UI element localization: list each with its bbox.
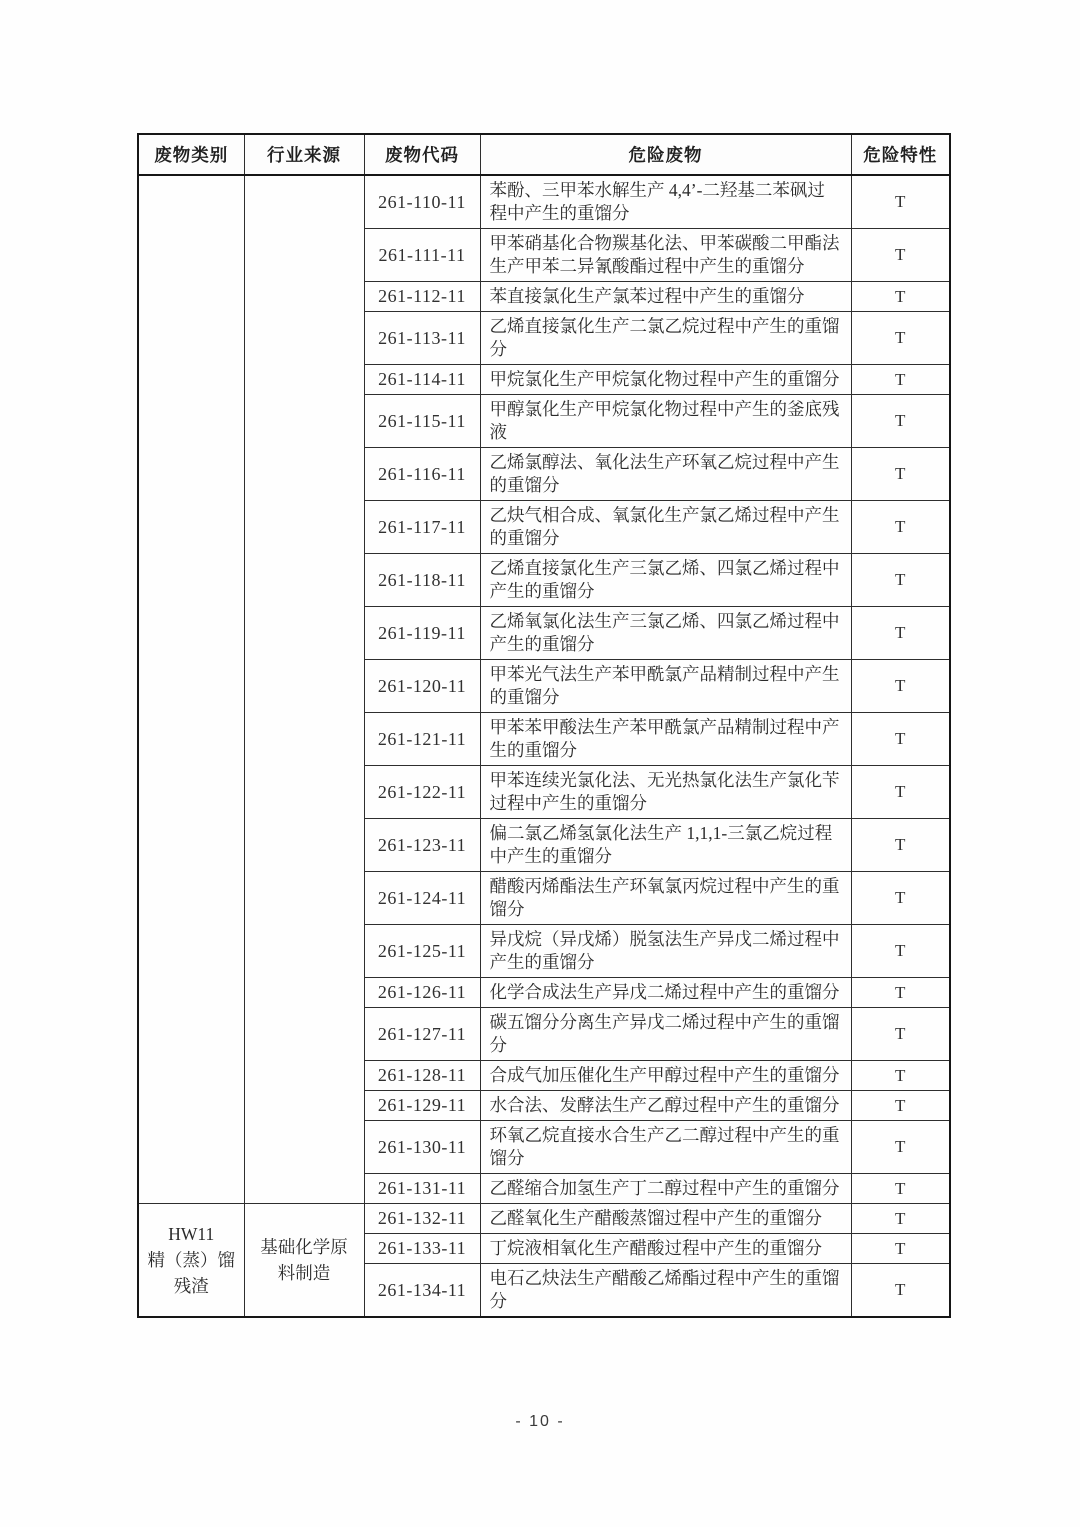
hazardous-waste-description-cell: 丁烷液相氧化生产醋酸过程中产生的重馏分: [480, 1234, 851, 1264]
hazard-characteristic-cell: T: [851, 872, 950, 925]
hazardous-waste-description-cell: 环氧乙烷直接水合生产乙二醇过程中产生的重馏分: [480, 1121, 851, 1174]
waste-code-cell: 261-113-11: [364, 312, 480, 365]
waste-code-cell: 261-122-11: [364, 766, 480, 819]
hazardous-waste-description-cell: 乙烯直接氯化生产二氯乙烷过程中产生的重馏分: [480, 312, 851, 365]
hazard-characteristic-cell: T: [851, 1061, 950, 1091]
hazard-characteristic-cell: T: [851, 229, 950, 282]
waste-code-cell: 261-133-11: [364, 1234, 480, 1264]
hazard-characteristic-cell: T: [851, 175, 950, 229]
hazard-characteristic-cell: T: [851, 660, 950, 713]
waste-code-cell: 261-112-11: [364, 282, 480, 312]
waste-code-cell: 261-117-11: [364, 501, 480, 554]
waste-code-cell: 261-119-11: [364, 607, 480, 660]
waste-code-cell: 261-127-11: [364, 1008, 480, 1061]
hazard-characteristic-cell: T: [851, 925, 950, 978]
hazardous-waste-description-cell: 甲醇氯化生产甲烷氯化物过程中产生的釜底残液: [480, 395, 851, 448]
waste-code-cell: 261-126-11: [364, 978, 480, 1008]
hazardous-waste-description-cell: 乙炔气相合成、氧氯化生产氯乙烯过程中产生的重馏分: [480, 501, 851, 554]
hazardous-waste-description-cell: 苯直接氯化生产氯苯过程中产生的重馏分: [480, 282, 851, 312]
waste-category-cell: [138, 175, 244, 1204]
hazard-characteristic-cell: T: [851, 1121, 950, 1174]
hazardous-waste-description-cell: 合成气加压催化生产甲醇过程中产生的重馏分: [480, 1061, 851, 1091]
hazardous-waste-description-cell: 乙烯氯醇法、氧化法生产环氧乙烷过程中产生的重馏分: [480, 448, 851, 501]
hazard-characteristic-cell: T: [851, 282, 950, 312]
hazard-characteristic-cell: T: [851, 312, 950, 365]
header-industry-source: 行业来源: [244, 134, 364, 175]
hazardous-waste-description-cell: 甲苯苯甲酸法生产苯甲酰氯产品精制过程中产生的重馏分: [480, 713, 851, 766]
waste-code-cell: 261-124-11: [364, 872, 480, 925]
waste-code-cell: 261-120-11: [364, 660, 480, 713]
waste-code-cell: 261-111-11: [364, 229, 480, 282]
header-waste-category: 废物类别: [138, 134, 244, 175]
table-body: [138, 175, 950, 1317]
hazardous-waste-description-cell: 苯酚、三甲苯水解生产 4,4’-二羟基二苯砜过程中产生的重馏分: [480, 175, 851, 229]
hazard-characteristic-cell: T: [851, 448, 950, 501]
table-row: [138, 1204, 950, 1234]
hazard-characteristic-cell: T: [851, 1234, 950, 1264]
industry-source-cell: 基础化学原料制造: [244, 1204, 364, 1318]
hazardous-waste-description-cell: 乙醛缩合加氢生产丁二醇过程中产生的重馏分: [480, 1174, 851, 1204]
waste-code-cell: 261-128-11: [364, 1061, 480, 1091]
waste-code-cell: 261-118-11: [364, 554, 480, 607]
header-waste-code: 废物代码: [364, 134, 480, 175]
waste-code-cell: 261-114-11: [364, 365, 480, 395]
waste-code-cell: 261-129-11: [364, 1091, 480, 1121]
hazardous-waste-description-cell: 乙烯氧氯化法生产三氯乙烯、四氯乙烯过程中产生的重馏分: [480, 607, 851, 660]
table-row: [138, 175, 950, 229]
waste-code-cell: 261-123-11: [364, 819, 480, 872]
waste-code-cell: 261-132-11: [364, 1204, 480, 1234]
hazardous-waste-table: [137, 133, 951, 1318]
waste-category-code: HW11: [168, 1224, 215, 1244]
hazard-characteristic-cell: T: [851, 1174, 950, 1204]
hazard-characteristic-cell: T: [851, 1204, 950, 1234]
hazard-characteristic-cell: T: [851, 713, 950, 766]
hazardous-waste-description-cell: 乙醛氧化生产醋酸蒸馏过程中产生的重馏分: [480, 1204, 851, 1234]
hazardous-waste-description-cell: 甲苯光气法生产苯甲酰氯产品精制过程中产生的重馏分: [480, 660, 851, 713]
hazard-characteristic-cell: T: [851, 365, 950, 395]
waste-code-cell: 261-116-11: [364, 448, 480, 501]
hazardous-waste-description-cell: 甲苯连续光氯化法、无光热氯化法生产氯化苄过程中产生的重馏分: [480, 766, 851, 819]
waste-code-cell: 261-115-11: [364, 395, 480, 448]
hazardous-waste-description-cell: 甲烷氯化生产甲烷氯化物过程中产生的重馏分: [480, 365, 851, 395]
hazardous-waste-description-cell: 偏二氯乙烯氢氯化法生产 1,1,1-三氯乙烷过程中产生的重馏分: [480, 819, 851, 872]
hazardous-waste-description-cell: 化学合成法生产异戊二烯过程中产生的重馏分: [480, 978, 851, 1008]
waste-code-cell: 261-134-11: [364, 1264, 480, 1318]
hazardous-waste-description-cell: 水合法、发酵法生产乙醇过程中产生的重馏分: [480, 1091, 851, 1121]
waste-code-cell: 261-130-11: [364, 1121, 480, 1174]
hazard-characteristic-cell: T: [851, 978, 950, 1008]
waste-category-cell: [138, 1204, 244, 1318]
page-number: - 10 -: [515, 1413, 565, 1430]
hazardous-waste-description-cell: 乙烯直接氯化生产三氯乙烯、四氯乙烯过程中产生的重馏分: [480, 554, 851, 607]
hazardous-waste-description-cell: 碳五馏分分离生产异戊二烯过程中产生的重馏分: [480, 1008, 851, 1061]
hazardous-waste-description-cell: 电石乙炔法生产醋酸乙烯酯过程中产生的重馏分: [480, 1264, 851, 1318]
hazardous-waste-table-wrap: [137, 133, 949, 1318]
waste-code-cell: 261-110-11: [364, 175, 480, 229]
header-hazardous-waste: 危险废物: [480, 134, 851, 175]
hazard-characteristic-cell: T: [851, 607, 950, 660]
hazard-characteristic-cell: T: [851, 819, 950, 872]
hazardous-waste-description-cell: 异戊烷（异戊烯）脱氢法生产异戊二烯过程中产生的重馏分: [480, 925, 851, 978]
hazard-characteristic-cell: T: [851, 1264, 950, 1318]
hazard-characteristic-cell: T: [851, 395, 950, 448]
waste-code-cell: 261-125-11: [364, 925, 480, 978]
hazardous-waste-description-cell: 醋酸丙烯酯法生产环氧氯丙烷过程中产生的重馏分: [480, 872, 851, 925]
hazard-characteristic-cell: T: [851, 1091, 950, 1121]
waste-code-cell: 261-121-11: [364, 713, 480, 766]
hazard-characteristic-cell: T: [851, 766, 950, 819]
table-header-row: [138, 134, 950, 175]
waste-category-name: 精（蒸）馏残渣: [147, 1250, 235, 1296]
hazard-characteristic-cell: T: [851, 554, 950, 607]
header-hazard-characteristic: 危险特性: [851, 134, 950, 175]
waste-code-cell: 261-131-11: [364, 1174, 480, 1204]
hazard-characteristic-cell: T: [851, 1008, 950, 1061]
hazard-characteristic-cell: T: [851, 501, 950, 554]
industry-source-cell: [244, 175, 364, 1204]
hazardous-waste-description-cell: 甲苯硝基化合物羰基化法、甲苯碳酸二甲酯法生产甲苯二异氰酸酯过程中产生的重馏分: [480, 229, 851, 282]
